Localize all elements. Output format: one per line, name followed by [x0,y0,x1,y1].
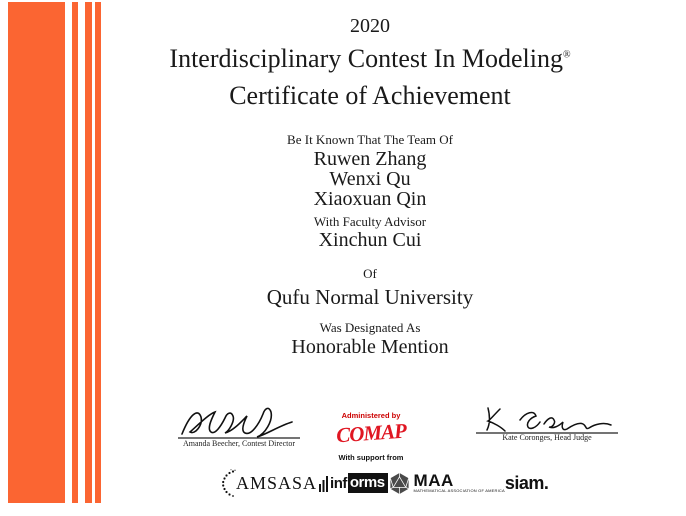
team-member-3: Xiaoxuan Qin [313,188,427,210]
signature-block-contest-director [176,404,302,448]
maa-caption: MATHEMATICAL ASSOCIATION OF AMERICA [413,488,505,493]
signature-caption-contest-director: Amanda Beecher, Contest Director [182,439,296,448]
asa-label: ASA [278,472,318,493]
registered-mark: ® [562,49,571,61]
asa-bars-icon [319,475,330,492]
ams-dots-arc-icon [220,469,236,497]
institution-name: Qufu Normal University [266,285,474,309]
accent-bar-thin-3 [95,2,101,503]
designation-label: Was Designated As [319,320,421,335]
team-member-2: Wenxi Qu [329,168,411,190]
asa-logo [278,473,330,494]
advisor-label: With Faculty Advisor [313,214,427,229]
signature-amanda-beecher [176,404,302,440]
comap-logo: COMAP [335,418,407,448]
year: 2020 [350,15,390,37]
accent-bar-thick [8,2,65,503]
informs-logo [330,473,388,493]
support-label: With support from [338,453,404,462]
contest-title [100,44,640,74]
maa-polyhedron-icon [388,472,411,495]
designation: Honorable Mention [291,336,449,358]
ams-logo [220,469,278,497]
administered-by-block [330,411,412,462]
informs-suffix: orms [348,473,388,493]
maa-text-block [414,473,505,493]
certificate-subtitle: Certificate of Achievement [229,81,511,110]
advisor-name: Xinchun Cui [318,229,422,251]
maa-label: MAA [413,471,454,490]
sponsor-logos-row [220,467,549,499]
accent-bar-thin-2 [85,2,92,503]
team-member-1: Ruwen Zhang [313,148,427,170]
signature-caption-head-judge: Kate Coronges, Head Judge [502,433,592,442]
siam-label: siam. [504,472,549,493]
of-label: Of [363,266,377,281]
contest-title-text: Interdisciplinary Contest In Modeling [169,44,563,73]
ams-label: AMS [236,472,279,493]
signature-kate-coronges [476,402,618,434]
maa-logo [388,472,505,495]
team-members [100,149,640,209]
accent-bar-thin-1 [72,2,78,503]
siam-logo [505,473,549,494]
administered-by-label: Administered by [341,411,401,420]
signature-block-head-judge [476,402,618,442]
informs-prefix: inf [330,474,347,492]
team-intro-label: Be It Known That The Team Of [287,132,453,147]
